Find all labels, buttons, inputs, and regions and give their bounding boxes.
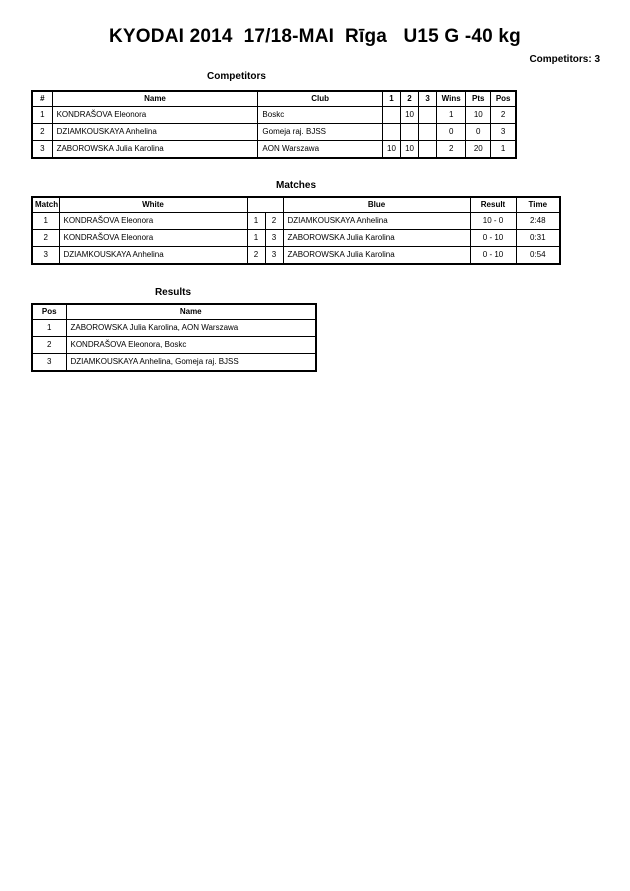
col-header-time: Time [516, 197, 560, 213]
cell-white-id: 1 [247, 230, 265, 247]
col-header-wins: Wins [437, 91, 466, 107]
competitors-count: Competitors: 3 [529, 54, 600, 65]
col-header-name: Name [66, 304, 316, 320]
cell-white-id: 1 [247, 213, 265, 230]
cell-pos: 1 [32, 320, 66, 337]
cell-result: 0 - 10 [470, 230, 516, 247]
cell-blue-id: 2 [265, 213, 283, 230]
col-header-white: White [59, 197, 247, 213]
col-header-2: 2 [400, 91, 418, 107]
cell-match: 1 [32, 213, 59, 230]
col-header-pos: Pos [491, 91, 516, 107]
cell-score-1 [382, 124, 400, 141]
cell-name: DZIAMKOUSKAYA Anhelina [52, 124, 258, 141]
cell-score-3 [419, 124, 437, 141]
cell-pts: 20 [466, 141, 491, 159]
cell-blue: ZABOROWSKA Julia Karolina [283, 230, 470, 247]
cell-score-3 [419, 107, 437, 124]
cell-match: 2 [32, 230, 59, 247]
cell-white: KONDRAŠOVA Eleonora [59, 230, 247, 247]
cell-score-2 [400, 124, 418, 141]
competitors-table [31, 90, 517, 159]
cell-wins: 1 [437, 107, 466, 124]
col-header-match: Match [32, 197, 59, 213]
cell-number: 1 [32, 107, 52, 124]
cell-club: Gomeja raj. BJSS [258, 124, 383, 141]
cell-score-1 [382, 107, 400, 124]
col-header-pos: Pos [32, 304, 66, 320]
cell-white-id: 2 [247, 247, 265, 265]
results-table [31, 303, 317, 372]
cell-blue: DZIAMKOUSKAYA Anhelina [283, 213, 470, 230]
col-header-1: 1 [382, 91, 400, 107]
col-header-3: 3 [419, 91, 437, 107]
cell-result: 10 - 0 [470, 213, 516, 230]
cell-wins: 2 [437, 141, 466, 159]
cell-name: DZIAMKOUSKAYA Anhelina, Gomeja raj. BJSS [66, 354, 316, 372]
table-header-row [32, 91, 516, 107]
col-header-club: Club [258, 91, 383, 107]
cell-blue-id: 3 [265, 247, 283, 265]
table-row [32, 230, 560, 247]
cell-number: 2 [32, 124, 52, 141]
cell-score-1: 10 [382, 141, 400, 159]
cell-time: 0:54 [516, 247, 560, 265]
cell-time: 2:48 [516, 213, 560, 230]
cell-score-2: 10 [400, 107, 418, 124]
col-header-ids [247, 197, 283, 213]
table-row [32, 107, 516, 124]
table-row [32, 141, 516, 159]
col-header-name: Name [52, 91, 258, 107]
cell-time: 0:31 [516, 230, 560, 247]
cell-white: DZIAMKOUSKAYA Anhelina [59, 247, 247, 265]
cell-pos: 1 [491, 141, 516, 159]
cell-blue: ZABOROWSKA Julia Karolina [283, 247, 470, 265]
cell-name: ZABOROWSKA Julia Karolina [52, 141, 258, 159]
cell-pos: 3 [491, 124, 516, 141]
cell-number: 3 [32, 141, 52, 159]
cell-match: 3 [32, 247, 59, 265]
cell-blue-id: 3 [265, 230, 283, 247]
col-header-result: Result [470, 197, 516, 213]
cell-name: ZABOROWSKA Julia Karolina, AON Warszawa [66, 320, 316, 337]
results-heading: Results [154, 287, 192, 298]
table-row [32, 337, 316, 354]
cell-score-3 [419, 141, 437, 159]
cell-wins: 0 [437, 124, 466, 141]
col-header-blue: Blue [283, 197, 470, 213]
page-title: KYODAI 2014 17/18-MAI Rīga U15 G -40 kg [109, 26, 521, 47]
cell-pos: 2 [491, 107, 516, 124]
col-header-pts: Pts [466, 91, 491, 107]
cell-score-2: 10 [400, 141, 418, 159]
cell-name: KONDRAŠOVA Eleonora, Boskc [66, 337, 316, 354]
cell-club: AON Warszawa [258, 141, 383, 159]
cell-pts: 10 [466, 107, 491, 124]
cell-white: KONDRAŠOVA Eleonora [59, 213, 247, 230]
matches-heading: Matches [275, 180, 316, 191]
cell-pts: 0 [466, 124, 491, 141]
table-row [32, 247, 560, 265]
table-row [32, 213, 560, 230]
table-row [32, 354, 316, 372]
cell-result: 0 - 10 [470, 247, 516, 265]
cell-name: KONDRAŠOVA Eleonora [52, 107, 258, 124]
competitors-heading: Competitors [207, 71, 266, 82]
table-row [32, 124, 516, 141]
table-row [32, 320, 316, 337]
cell-pos: 3 [32, 354, 66, 372]
matches-table [31, 196, 561, 265]
table-header-row [32, 197, 560, 213]
col-header-number: # [32, 91, 52, 107]
cell-club: Boskc [258, 107, 383, 124]
cell-pos: 2 [32, 337, 66, 354]
table-header-row [32, 304, 316, 320]
